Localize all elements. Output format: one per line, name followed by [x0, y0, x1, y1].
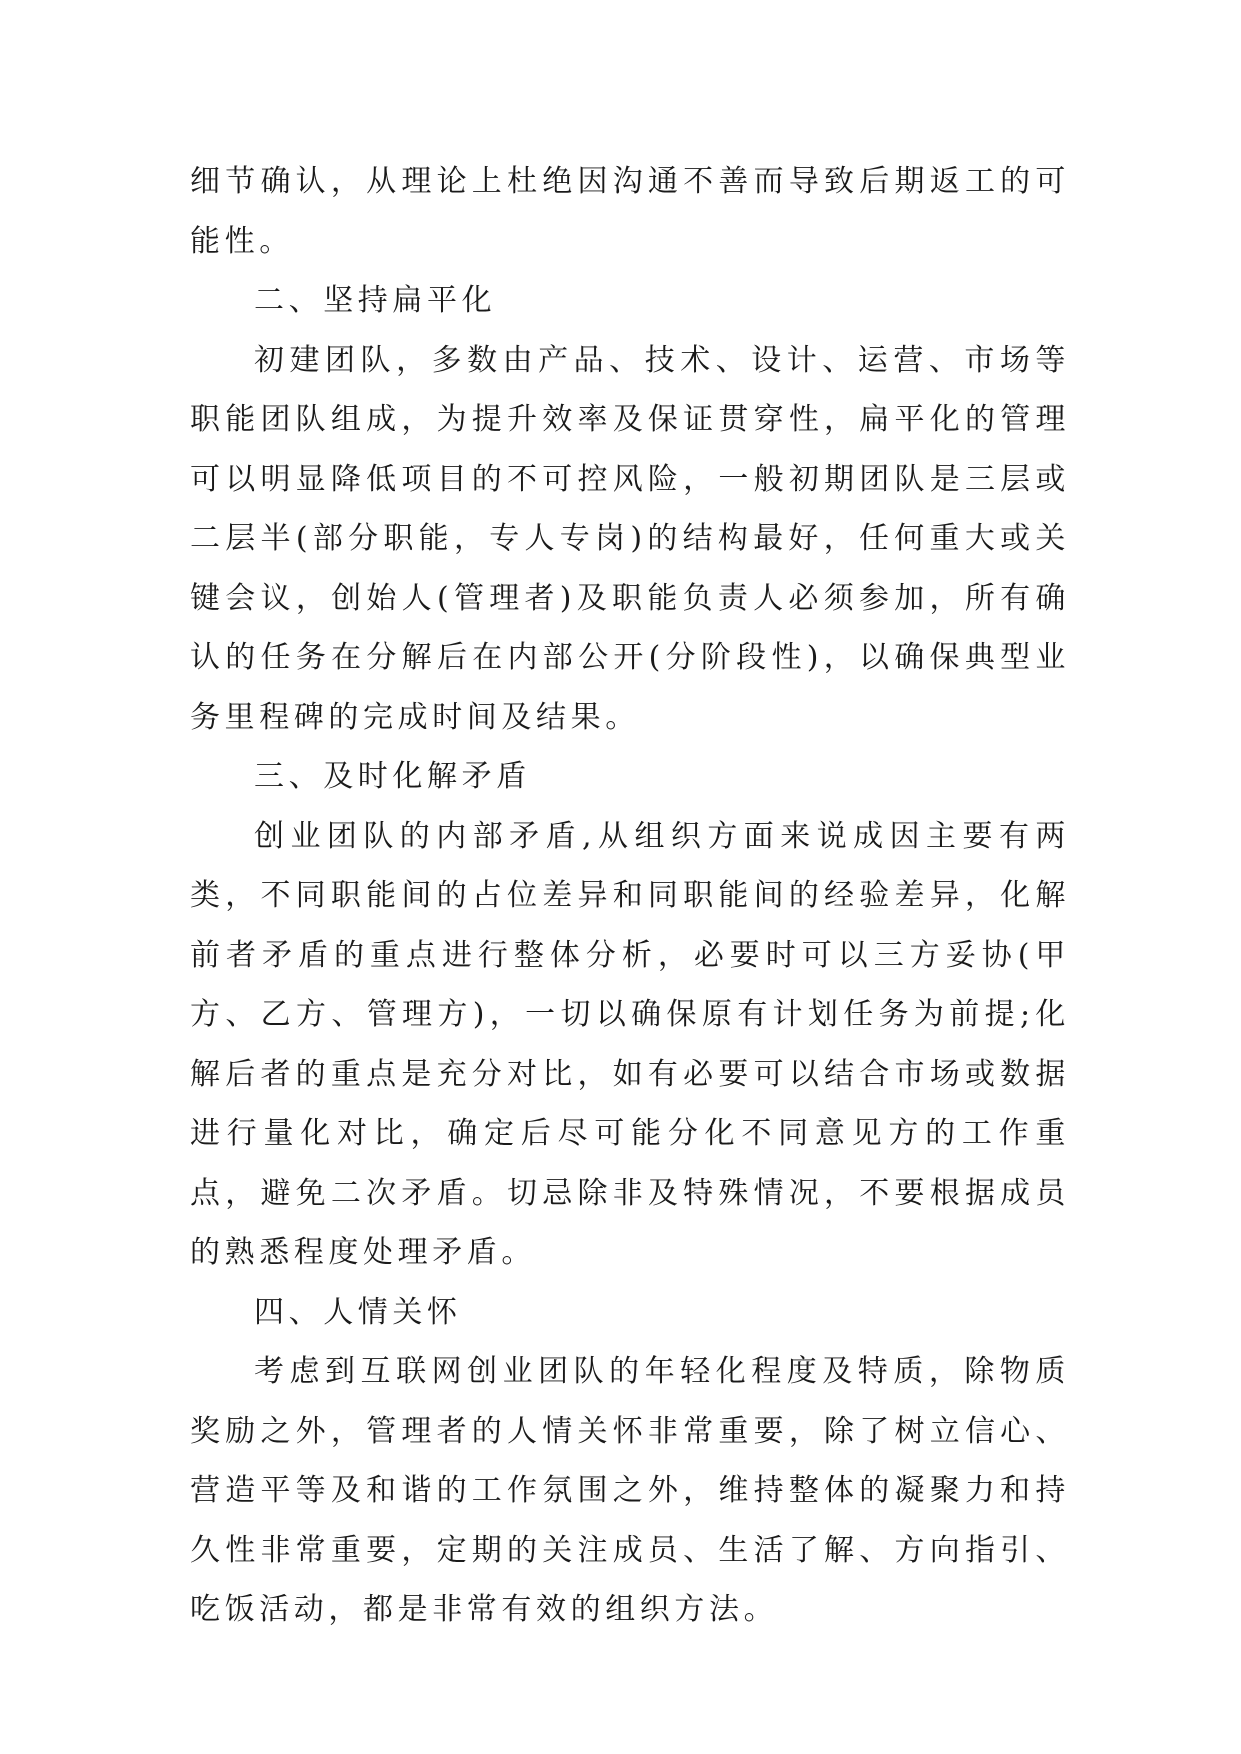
- document-body: [190, 152, 1070, 1640]
- body-paragraph-continued: 细节确认，从理论上杜绝因沟通不善而导致后期返工的可能性。: [190, 164, 1070, 259]
- body-paragraph-human-care: 考虑到互联网创业团队的年轻化程度及特质，除物质奖励之外，管理者的人情关怀非常重要，除了树立信心、营造平等及和谐的工作氛围之外，维持整体的凝聚力和持久性非常重要，定期的关注成员、生活了解、方向指引、吃饭活动，都是非常有效的组织方法。: [190, 1354, 1070, 1627]
- body-paragraph-resolve-conflicts: 创业团队的内部矛盾,从组织方面来说成因主要有两类，不同职能间的占位差异和同职能间的经验差异，化解前者矛盾的重点进行整体分析，必要时可以三方妥协(甲方、乙方、管理方)，一切以确保原有计划任务为前提;化解后者的重点是充分对比，如有必要可以结合市场或数据进行量化对比，确定后尽可能分化不同意见方的工作重点，避免二次矛盾。切忌除非及特殊情况，不要根据成员的熟悉程度处理矛盾。: [190, 818, 1070, 1270]
- section-heading-flat-structure: 二、坚持扁平化: [254, 283, 497, 318]
- body-paragraph-flat-structure: 初建团队，多数由产品、技术、设计、运营、市场等职能团队组成，为提升效率及保证贯穿性，扁平化的管理可以明显降低项目的不可控风险，一般初期团队是三层或二层半(部分职能，专人专岗)的结构最好，任何重大或关键会议，创始人(管理者)及职能负责人必须参加，所有确认的任务在分解后在内部公开(分阶段性)，以确保典型业务里程碑的完成时间及结果。: [190, 342, 1070, 735]
- section-heading-human-care: 四、人情关怀: [254, 1294, 462, 1330]
- section-heading-resolve-conflicts: 三、及时化解矛盾: [254, 759, 531, 794]
